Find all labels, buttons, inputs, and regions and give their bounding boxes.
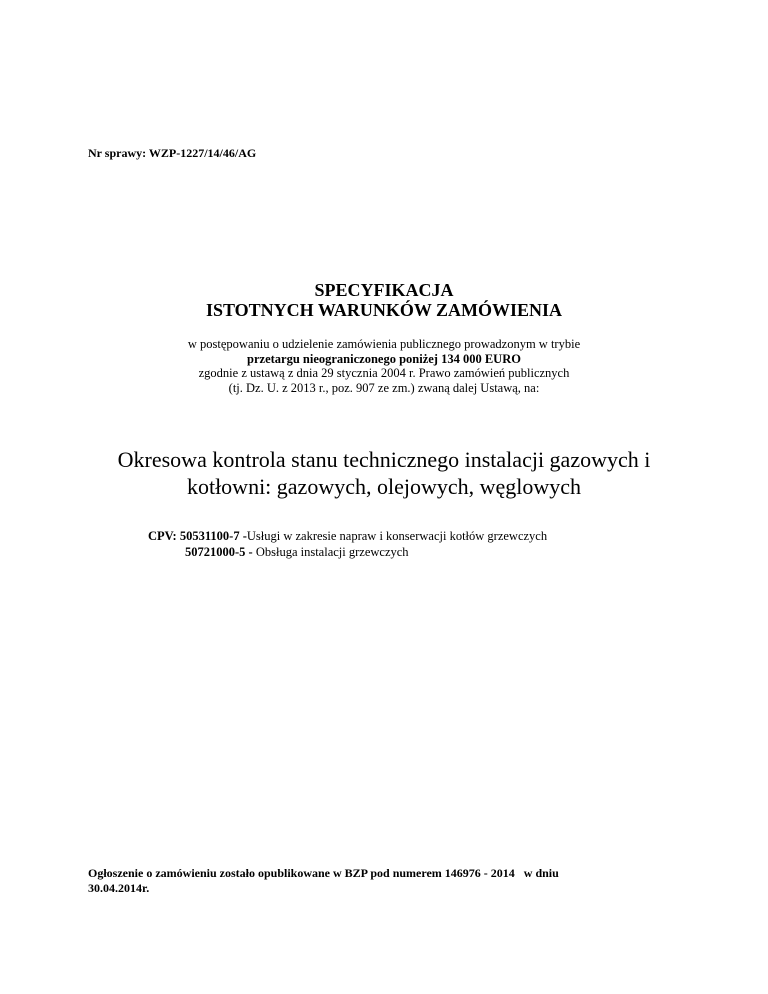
publication-notice — [88, 866, 688, 896]
title-line-2: ISTOTNYCH WARUNKÓW ZAMÓWIENIA — [205, 300, 563, 320]
procedure-intro — [0, 337, 768, 395]
notice-line-2: 30.04.2014r. — [88, 881, 150, 895]
title-line-1: SPECYFIKACJA — [314, 280, 454, 300]
cpv-code: 50721000-5 - — [185, 545, 253, 559]
cpv-label: CPV: — [148, 529, 177, 543]
intro-line-3: zgodnie z ustawą z dnia 29 stycznia 2004 r. Prawo zamówień publicznych — [198, 366, 570, 380]
contract-subject — [0, 446, 768, 500]
case-number: Nr sprawy: WZP-1227/14/46/AG — [88, 146, 257, 160]
intro-line-2: przetargu nieograniczonego poniżej 134 000 EURO — [247, 351, 521, 366]
intro-line-4: (tj. Dz. U. z 2013 r., poz. 907 ze zm.) zwaną dalej Ustawą, na: — [228, 380, 540, 395]
cpv-code: 50531100-7 - — [179, 529, 247, 543]
intro-line-1: w postępowaniu o udzielenie zamówienia publicznego prowadzonym w trybie — [187, 337, 581, 351]
subject-line-1: Okresowa kontrola stanu technicznego instalacji gazowych i — [117, 447, 651, 472]
subject-line-2: kotłowni: gazowych, olejowych, węglowych — [186, 474, 582, 499]
cpv-description: Obsługa instalacji grzewczych — [255, 545, 409, 559]
cpv-row — [148, 528, 547, 544]
cpv-codes — [148, 528, 547, 560]
cpv-description: Usługi w zakresie napraw i konserwacji kotłów grzewczych — [246, 529, 548, 543]
notice-line-1: Ogłoszenie o zamówieniu zostało opublikowane w BZP pod numerem 146976 - 2014 w dniu — [88, 866, 559, 880]
cpv-row — [148, 544, 547, 560]
document-title — [0, 280, 768, 320]
